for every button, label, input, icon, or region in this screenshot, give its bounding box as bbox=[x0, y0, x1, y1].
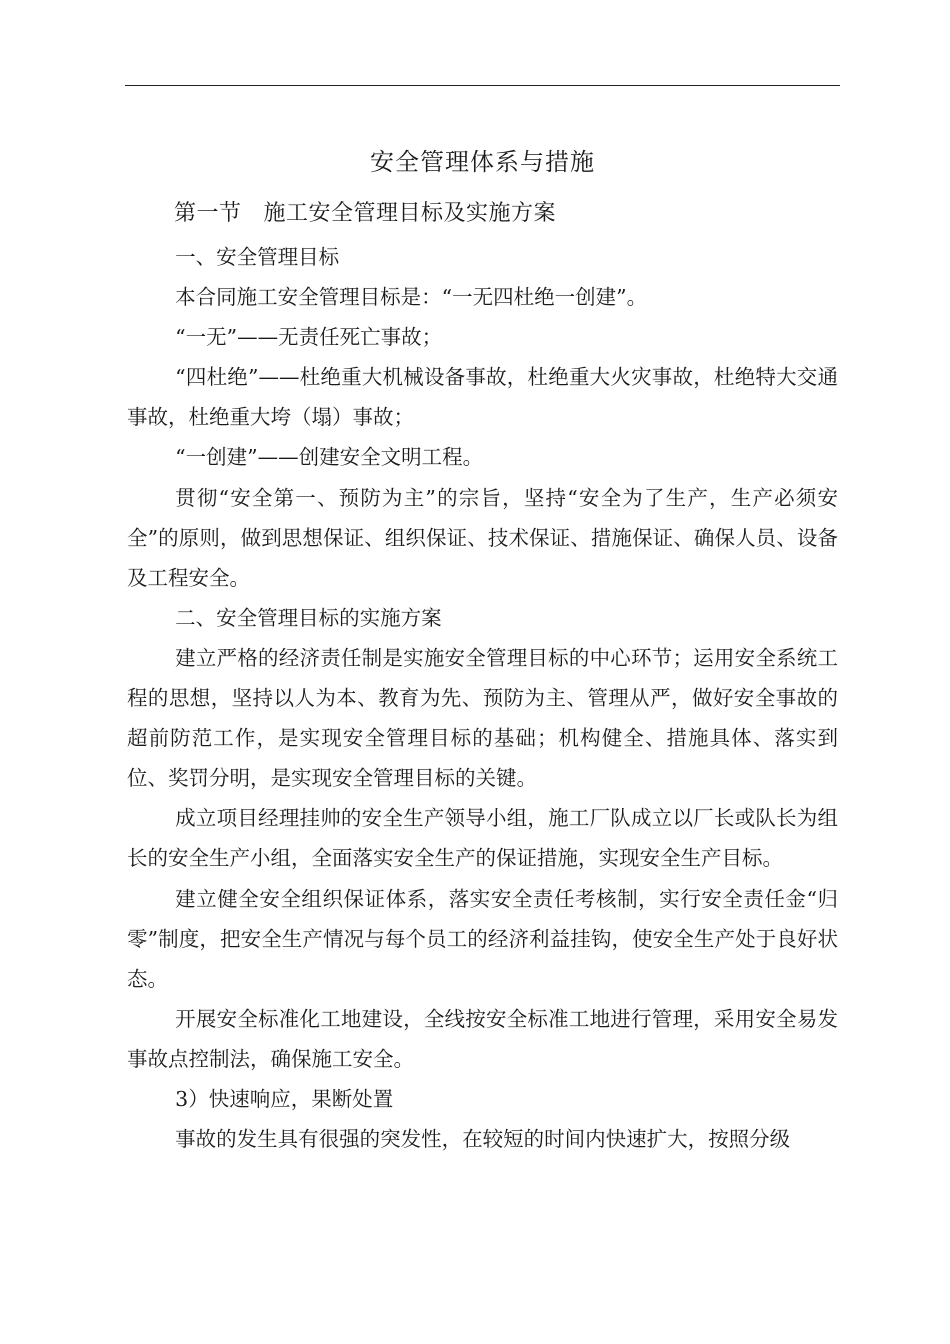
paragraph: 开展安全标准化工地建设，全线按安全标准工地进行管理，采用安全易发事故点控制法，确保施工安全。 bbox=[127, 1006, 838, 1071]
paragraph: 事故的发生具有很强的突发性，在较短的时间内快速扩大，按照分级 bbox=[175, 1127, 791, 1152]
subheading-quick-response: 3）快速响应，果断处置 bbox=[175, 1086, 394, 1111]
document-title: 安全管理体系与措施 bbox=[370, 148, 595, 176]
header-rule bbox=[125, 85, 840, 86]
paragraph: 贯彻“安全第一、预防为主”的宗旨，坚持“安全为了生产，生产必须安全”的原则，做到思想保证、组织保证、技术保证、措施保证、确保人员、设备及工程安全。 bbox=[127, 485, 838, 590]
paragraph: 建立健全安全组织保证体系，落实安全责任考核制，实行安全责任金“归零”制度，把安全生产情况与每个员工的经济利益挂钩，使安全生产处于良好状态。 bbox=[127, 886, 838, 991]
paragraph: “四杜绝”——杜绝重大机械设备事故，杜绝重大火灾事故，杜绝特大交通事故，杜绝重大垮（塌）事故； bbox=[127, 365, 838, 430]
paragraph: 本合同施工安全管理目标是：“一无四杜绝一创建”。 bbox=[175, 285, 648, 310]
section-number: 第一节 bbox=[174, 201, 242, 226]
paragraph: 成立项目经理挂帅的安全生产领导小组，施工厂队成立以厂长或队长为组长的安全生产小组，全面落实安全生产的保证措施，实现安全生产目标。 bbox=[127, 806, 838, 871]
subheading-implementation-plan: 二、安全管理目标的实施方案 bbox=[175, 605, 442, 630]
paragraph: “一创建”——创建安全文明工程。 bbox=[175, 445, 484, 470]
subheading-safety-goal: 一、安全管理目标 bbox=[175, 245, 340, 269]
paragraph: 建立严格的经济责任制是实施安全管理目标的中心环节；运用安全系统工程的思想，坚持以人为本、教育为先、预防为主、管理从严，做好安全事故的超前防范工作，是实现安全管理目标的基础；机构健全、措施具体、落实到位、奖罚分明，是实现安全管理目标的关键。 bbox=[127, 645, 838, 791]
paragraph: “一无”——无责任死亡事故； bbox=[175, 325, 443, 350]
section-heading bbox=[174, 197, 556, 231]
document-body bbox=[127, 237, 838, 1159]
section-title: 施工安全管理目标及实施方案 bbox=[263, 201, 557, 226]
